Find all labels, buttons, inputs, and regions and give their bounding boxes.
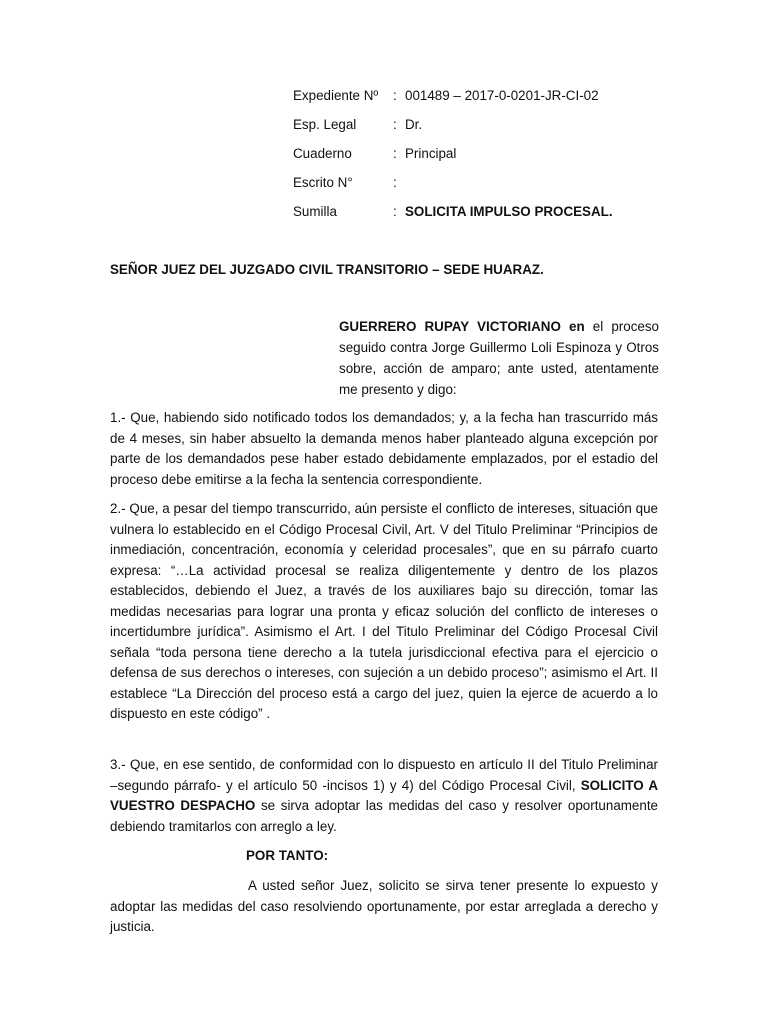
intro-text: el proceso seguido contra Jorge Guillermo Loli Espinoza y Otros sobre, acción de amparo; ante usted, atentamente me presento y digo: xyxy=(339,319,659,397)
por-tanto-heading: POR TANTO: xyxy=(246,848,329,863)
petitioner-name: GUERRERO RUPAY VICTORIANO en xyxy=(339,319,585,334)
paragraph-3 xyxy=(110,755,658,837)
esp-legal-row xyxy=(293,115,693,144)
request-emphasis: SOLICITO A VUESTRO DESPACHO xyxy=(110,777,658,813)
expediente-row xyxy=(293,86,693,115)
addressee-line: SEÑOR JUEZ DEL JUZGADO CIVIL TRANSITORIO – SEDE HUARAZ. xyxy=(110,262,544,277)
colon: : xyxy=(393,88,397,103)
escrito-row xyxy=(293,173,693,202)
colon: : xyxy=(393,204,397,219)
cuaderno-row xyxy=(293,144,693,173)
cuaderno-label: Cuaderno xyxy=(293,146,352,161)
colon: : xyxy=(393,175,397,190)
colon: : xyxy=(393,146,397,161)
closing-paragraph: A usted señor Juez, solicito se sirva tener presente lo expuesto y adoptar las medidas del caso resolviendo oportunamente, por estar arreglada a derecho y justicia. xyxy=(110,878,658,934)
case-header xyxy=(293,86,693,231)
intro-paragraph xyxy=(339,316,659,400)
esp-legal-value: Dr. xyxy=(405,117,423,132)
paragraph-1: 1.- Que, habiendo sido notificado todos los demandados; y, a la fecha han trascurrido más de 4 meses, sin haber absuelto la demanda menos haber planteado alguna excepción por parte de los demandados pese haber estado debidamente emplazados, por el estadio del proceso debe emitirse a la fecha la sentencia correspondiente. xyxy=(110,410,658,487)
sumilla-value: SOLICITA IMPULSO PROCESAL. xyxy=(405,204,613,219)
expediente-label: Expediente Nº xyxy=(293,88,379,103)
colon: : xyxy=(393,117,397,132)
sumilla-label: Sumilla xyxy=(293,204,337,219)
sumilla-row xyxy=(293,202,693,231)
paragraph-2: 2.- Que, a pesar del tiempo transcurrido, aún persiste el conflicto de intereses, situación que vulnera lo establecido en el Código Procesal Civil, Art. V del Titulo Preliminar “Principios de inmediación, concentración, economía y celeridad procesales”, que en su párrafo cuarto expresa: “…La actividad procesal se realiza diligentemente y dentro de los plazos establecidos, debiendo el Juez, a través de los auxiliares bajo su dirección, tomar las medidas necesarias para lograr una pronta y eficaz solución del conflicto de intereses o incertidumbre jurídica”. Asimismo el Art. I del Titulo Preliminar del Código Procesal Civil señala “toda persona tiene derecho a la tutela jurisdiccional efectiva para el ejercicio o defensa de sus derechos o intereses, con sujeción a un debido proceso”; asimismo el Art. II establece “La Dirección del proceso está a cargo del juez, quien la ejerce de acuerdo a lo dispuesto en este código” . xyxy=(110,501,658,721)
paragraph-3-text: 3.- Que, en ese sentido, de conformidad con lo dispuesto en artículo II del Titulo Preliminar –segundo párrafo- y el artículo 50 -incisos 1) y 4) del Código Procesal Civil, xyxy=(110,757,658,793)
paragraph-3-text-end: se sirva adoptar las medidas del caso y resolver oportunamente debiendo tramitarlos con arreglo a ley. xyxy=(110,798,658,834)
esp-legal-label: Esp. Legal xyxy=(293,117,357,132)
escrito-label: Escrito N° xyxy=(293,175,353,190)
expediente-value: 001489 – 2017-0-0201-JR-CI-02 xyxy=(405,88,599,103)
cuaderno-value: Principal xyxy=(405,146,457,161)
